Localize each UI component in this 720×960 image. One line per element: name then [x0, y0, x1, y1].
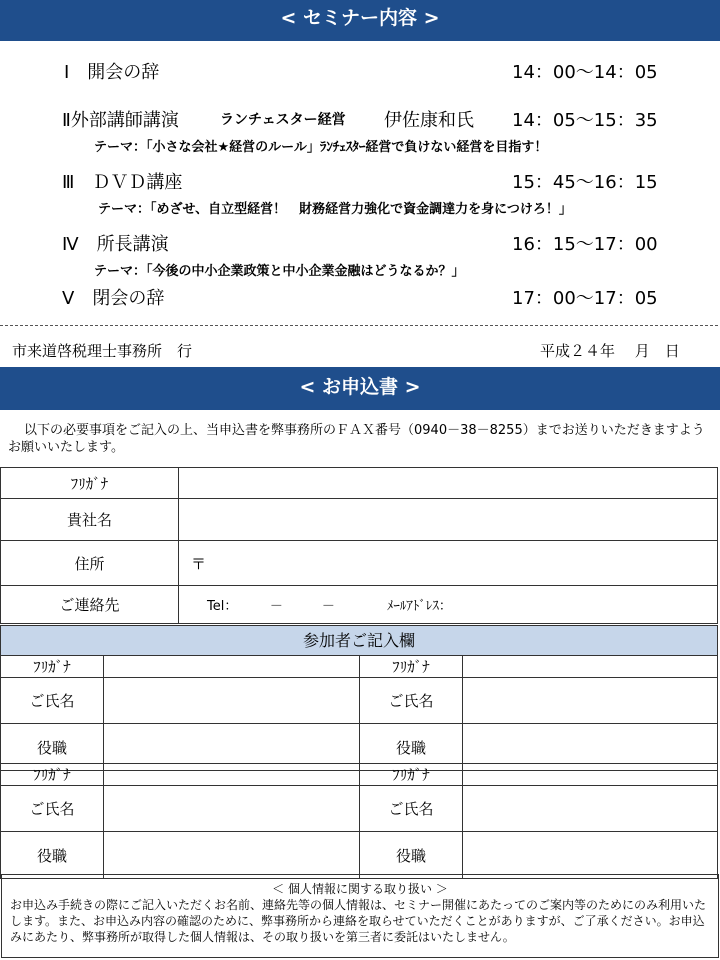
program-time: 17：00～17：05	[512, 288, 658, 309]
participant-furigana-field[interactable]	[104, 764, 360, 786]
privacy-body: お申込み手続きの際にご記入いただくお名前、連絡先等の個人情報は、セミナー開催にあたってのご案内等のためにのみ利用いたします。また、お申込み内容の確認のために、弊事務所から連絡を取らせていただくことがありますが、ご了承ください。お申込みにあたり、弊事務所が取得した個人情報は、その取り扱いを第三者に委託はいたしません。	[10, 898, 707, 944]
application-banner	[0, 367, 720, 410]
participant-furigana-label: ﾌﾘｶﾞﾅ	[360, 656, 463, 678]
program-theme: テーマ：「今後の中小企業政策と中小企業金融はどうなるか？」	[94, 264, 465, 279]
participant-position-label: 役職	[1, 832, 104, 879]
participant-furigana-field[interactable]	[104, 656, 360, 678]
address-label: 住所	[1, 541, 179, 586]
contact-field[interactable]	[179, 586, 718, 624]
participant-position-field[interactable]	[463, 832, 718, 879]
participant-name-field[interactable]	[104, 786, 360, 832]
program-title: Ⅱ外部講師講演	[62, 110, 179, 131]
participant-position-label: 役職	[360, 724, 463, 771]
company-field[interactable]	[179, 499, 718, 541]
postal-mark: 〒	[191, 554, 207, 573]
contact-template: Tel： － － ﾒｰﾙｱﾄﾞﾚｽ：	[207, 599, 452, 614]
participant-name-label: ご氏名	[1, 786, 104, 832]
program-title: Ⅲ ＤＶＤ講座	[62, 172, 183, 193]
participant-furigana-label: ﾌﾘｶﾞﾅ	[1, 764, 104, 786]
participant-name-field[interactable]	[463, 786, 718, 832]
participants-header-title: 参加者ご記入欄	[302, 631, 415, 650]
seminar-banner	[0, 0, 720, 41]
application-banner-title: < お申込書 >	[299, 376, 421, 398]
program-title: Ⅳ 所長講演	[62, 234, 169, 255]
participant-name-label: ご氏名	[360, 786, 463, 832]
program-item	[0, 58, 720, 82]
application-intro-text: 以下の必要事項をご記入の上、当申込書を弊事務所のＦＡＸ番号（0940－38－8255）までお送りいただきますようお願いいたします。	[8, 423, 705, 455]
program-time: 16：15～17：00	[512, 234, 658, 255]
program-item	[0, 106, 720, 156]
participant-furigana-field[interactable]	[463, 764, 718, 786]
program-title: Ⅴ 閉会の辞	[62, 288, 165, 309]
participant-position-label: 役職	[1, 724, 104, 771]
furigana-field[interactable]	[179, 468, 718, 499]
addressee: 市来道啓税理士事務所 行	[12, 342, 193, 360]
program-theme: テーマ：「めざせ、自立型経営！ 財務経営力強化で資金調達力を身につけろ！」	[98, 202, 572, 217]
privacy-title: ＜ 個人情報に関する取り扱い ＞	[272, 882, 448, 896]
program-title: Ⅰ 開会の辞	[64, 62, 160, 83]
participant-name-field[interactable]	[104, 678, 360, 724]
program-item	[0, 168, 720, 218]
address-field[interactable]	[179, 541, 718, 586]
participant-furigana-field[interactable]	[463, 656, 718, 678]
participant-furigana-label: ﾌﾘｶﾞﾅ	[1, 656, 104, 678]
program-item	[0, 284, 720, 308]
participant-name-label: ご氏名	[1, 678, 104, 724]
program-item	[0, 230, 720, 280]
program-theme: テーマ：「小さな会社★経営のルール」ﾗﾝﾁｪｽﾀｰ経営で負けない経営を目指す！	[94, 140, 548, 155]
program-speaker: 伊佐康和氏	[384, 110, 474, 131]
participant-name-label: ご氏名	[360, 678, 463, 724]
date-field: 平成２４年 月 日	[540, 342, 680, 360]
program-time: 14：00～14：05	[512, 62, 658, 83]
program-speaker-org: ランチェスター経営	[220, 112, 346, 128]
privacy-notice	[1, 874, 719, 958]
program-time: 14：05～15：35	[512, 110, 658, 131]
participant-position-label: 役職	[360, 832, 463, 879]
participant-name-field[interactable]	[463, 678, 718, 724]
participants-block	[0, 763, 718, 879]
contact-label: ご連絡先	[1, 586, 179, 624]
company-label: 貴社名	[1, 499, 179, 541]
seminar-banner-title: < セミナー内容 >	[280, 7, 440, 29]
furigana-label: ﾌﾘｶﾞﾅ	[1, 468, 179, 499]
participant-furigana-label: ﾌﾘｶﾞﾅ	[360, 764, 463, 786]
participants-block	[0, 655, 718, 771]
company-form	[0, 467, 718, 624]
application-intro	[8, 422, 712, 456]
participants-header	[0, 625, 718, 656]
program-time: 15：45～16：15	[512, 172, 658, 193]
participant-position-field[interactable]	[104, 832, 360, 879]
dashed-divider	[0, 325, 718, 326]
